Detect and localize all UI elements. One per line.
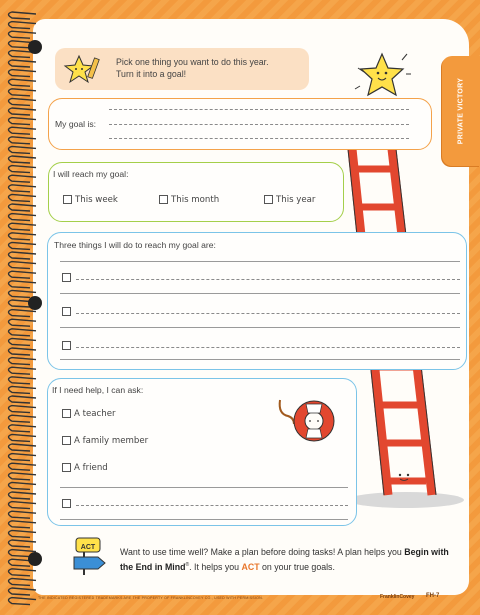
spiral-coil: [9, 214, 37, 221]
spiral-coil: [9, 588, 37, 595]
footer-habit: Begin with the End in Mind: [120, 547, 449, 572]
spiral-coil: [9, 156, 37, 163]
write-line[interactable]: [76, 279, 460, 280]
help-label: If I need help, I can ask:: [52, 385, 144, 395]
spiral-coil: [9, 348, 37, 355]
intro-line-1: Pick one thing you want to do this year.: [116, 57, 269, 67]
spiral-coil: [9, 310, 37, 317]
checkbox-task-3[interactable]: [62, 341, 71, 350]
spiral-coil: [9, 530, 37, 537]
spiral-coil: [9, 70, 37, 77]
intro-line-2: Turn it into a goal!: [116, 69, 187, 79]
write-line[interactable]: [76, 313, 460, 314]
spiral-coil: [9, 262, 37, 269]
life-ring-icon: [276, 394, 342, 448]
goal-label: My goal is:: [55, 119, 97, 129]
goal-line[interactable]: [109, 124, 409, 125]
spiral-coil: [9, 127, 37, 134]
footer-part-1: Want to use time well? Make a plan before doing tasks! A plan helps you: [120, 547, 405, 557]
fine-print: THE INDICATED REGISTERED TRADEMARKS ARE THE PROPERTY OF FRANKLINCOVEY CO., USED WITH PERMISSION.: [38, 596, 264, 600]
spiral-coil: [9, 386, 37, 393]
three-things-box: [47, 232, 467, 370]
spiral-coil: [9, 108, 37, 115]
intro-banner: [55, 48, 309, 90]
spiral-coil: [9, 578, 37, 585]
option-family-member: A family member: [74, 436, 149, 446]
spiral-coil: [9, 473, 37, 480]
binder-hole: [28, 296, 42, 310]
spiral-coil: [9, 319, 37, 326]
spiral-coil: [9, 598, 37, 605]
spiral-coil: [9, 367, 37, 374]
checkbox-other[interactable]: [62, 499, 71, 508]
spiral-coil: [9, 185, 37, 192]
footer-tip: [120, 546, 450, 574]
reach-goal-box: [48, 162, 344, 222]
option-this-month: This month: [171, 195, 220, 205]
spiral-coil: [9, 454, 37, 461]
spiral-coil: [9, 511, 37, 518]
spiral-coil: [9, 223, 37, 230]
spiral-coil: [9, 463, 37, 470]
spiral-coil: [9, 89, 37, 96]
write-line[interactable]: [60, 293, 460, 294]
spiral-coil: [9, 271, 37, 278]
checkbox-teacher[interactable]: [62, 409, 71, 418]
footer-registered: ®: [185, 562, 190, 568]
footer-part-3: on your true goals.: [259, 561, 335, 572]
spiral-coil: [9, 118, 37, 125]
spiral-coil: [9, 194, 37, 201]
spiral-coil: [9, 338, 37, 345]
write-line[interactable]: [60, 519, 348, 520]
spiral-coil: [9, 329, 37, 336]
spiral-coil: [9, 60, 37, 67]
star-mascot-icon: [352, 48, 412, 104]
spiral-coil: [9, 502, 37, 509]
footer-part-2: . It helps you: [189, 561, 242, 572]
spiral-coil: [9, 492, 37, 499]
spiral-coil: [9, 233, 37, 240]
write-line[interactable]: [76, 347, 460, 348]
checkbox-this-year[interactable]: [264, 195, 273, 204]
spiral-coil: [9, 444, 37, 451]
checkbox-task-2[interactable]: [62, 307, 71, 316]
option-teacher: A teacher: [74, 409, 116, 419]
write-line[interactable]: [60, 359, 460, 360]
spiral-coil: [9, 146, 37, 153]
three-things-label: Three things I will do to reach my goal are:: [54, 240, 216, 250]
write-line[interactable]: [76, 505, 348, 506]
spiral-coil: [9, 521, 37, 528]
spiral-coil: [9, 31, 37, 38]
act-sign-label: ACT: [80, 544, 96, 551]
checkbox-this-month[interactable]: [159, 195, 168, 204]
write-line[interactable]: [60, 327, 460, 328]
option-this-year: This year: [276, 195, 316, 205]
spiral-coil: [9, 482, 37, 489]
goal-line[interactable]: [109, 138, 409, 139]
spiral-coil: [9, 175, 37, 182]
checkbox-family-member[interactable]: [62, 436, 71, 445]
option-this-week: This week: [75, 195, 118, 205]
spiral-coil: [9, 79, 37, 86]
spiral-coil: [9, 377, 37, 384]
spiral-coil: [9, 242, 37, 249]
spiral-coil: [9, 12, 37, 19]
star-pencil-icon: [61, 52, 109, 88]
footer-act: ACT: [241, 561, 260, 572]
brand-logo: FranklinCovey: [380, 594, 415, 600]
binder-hole: [28, 552, 42, 566]
spiral-coil: [9, 406, 37, 413]
goal-line[interactable]: [109, 109, 409, 110]
binder-hole: [28, 40, 42, 54]
spiral-coil: [9, 252, 37, 259]
spiral-coil: [9, 434, 37, 441]
spiral-coil: [9, 425, 37, 432]
spiral-coil: [9, 204, 37, 211]
write-line[interactable]: [60, 261, 460, 262]
spiral-coil: [9, 396, 37, 403]
reach-goal-label: I will reach my goal:: [53, 169, 129, 179]
checkbox-friend[interactable]: [62, 463, 71, 472]
spiral-coil: [9, 569, 37, 576]
write-line[interactable]: [60, 487, 348, 488]
spiral-coil: [9, 540, 37, 547]
goal-box: [48, 98, 432, 150]
option-friend: A friend: [74, 463, 108, 473]
spiral-coil: [9, 281, 37, 288]
spiral-coil: [9, 137, 37, 144]
section-tab-label: PRIVATE VICTORY: [457, 77, 465, 145]
page-number: FH-7: [426, 593, 440, 599]
checkbox-task-1[interactable]: [62, 273, 71, 282]
spiral-coil: [9, 415, 37, 422]
act-sign-icon: [68, 535, 110, 577]
spiral-coil: [9, 166, 37, 173]
spiral-coil: [9, 358, 37, 365]
spiral-coil: [9, 98, 37, 105]
checkbox-this-week[interactable]: [63, 195, 72, 204]
spiral-coil: [9, 22, 37, 29]
